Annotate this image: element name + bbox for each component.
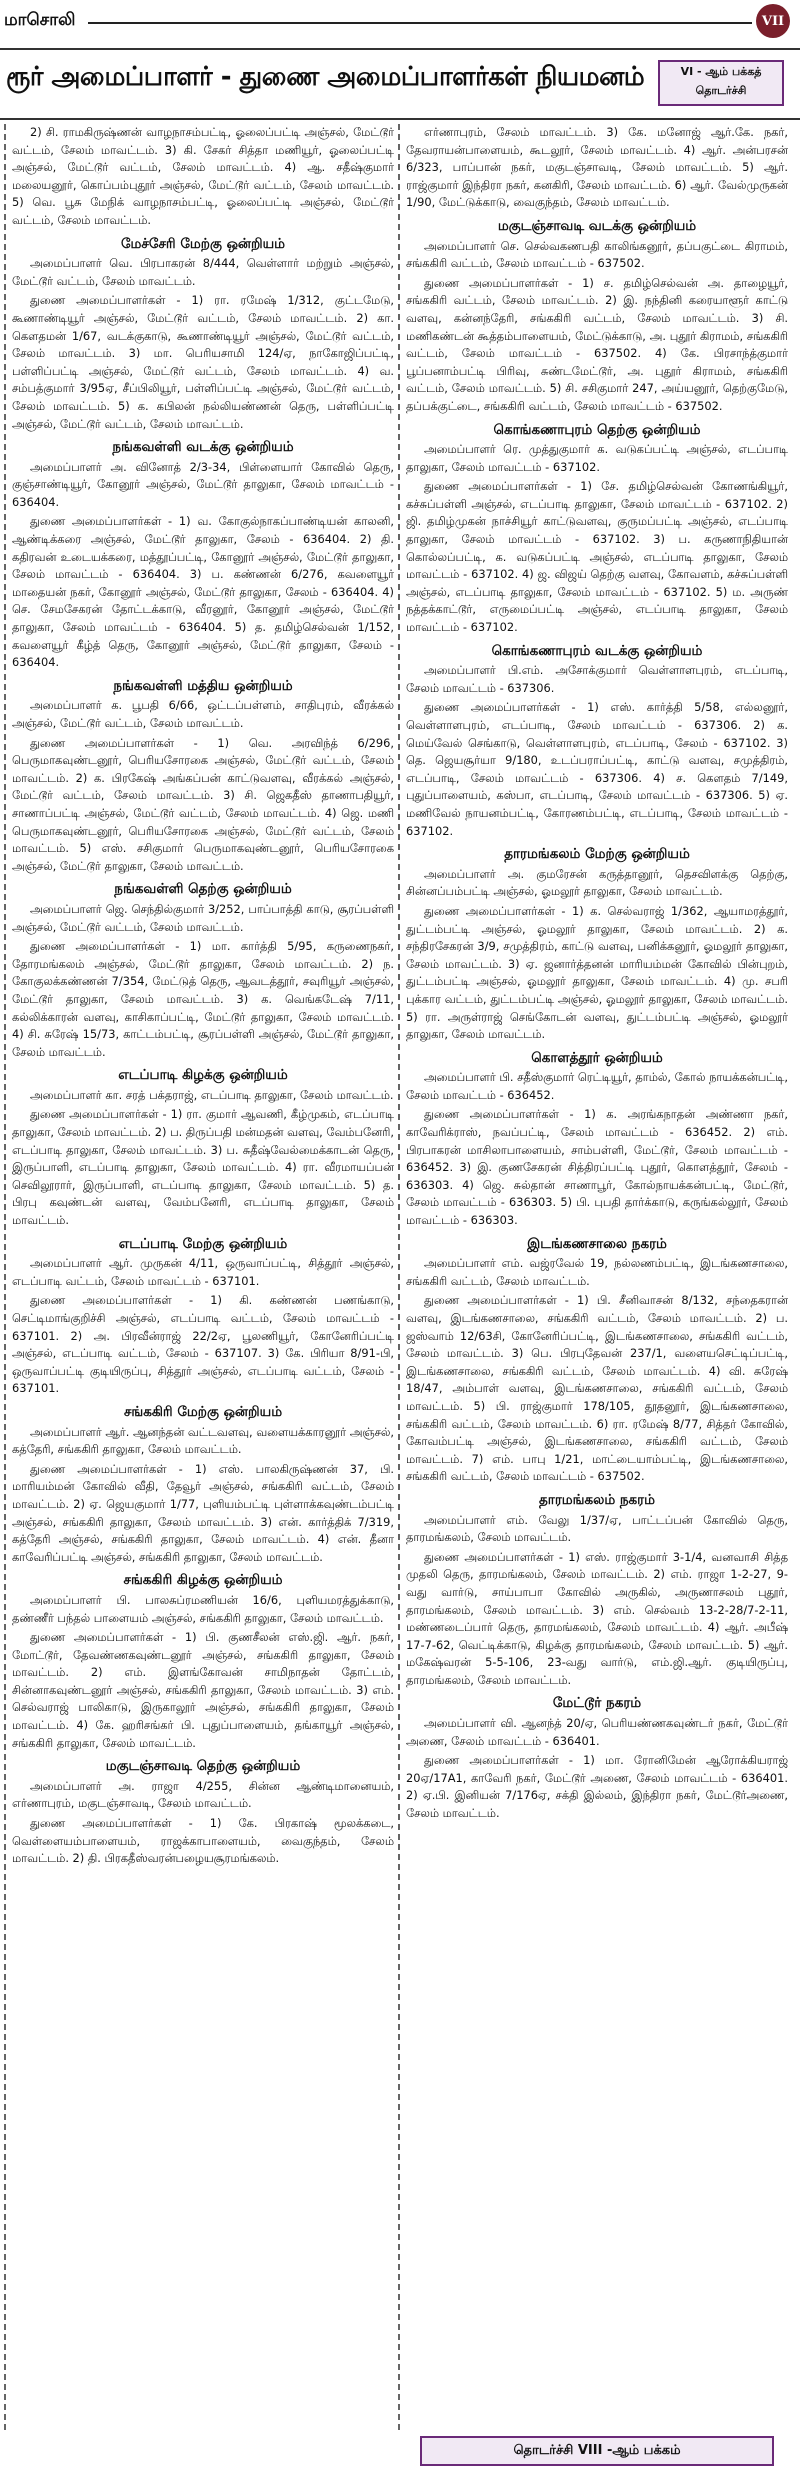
deputies-text: துணை அமைப்பாளர்கள் - 1) மா. ரோனிமேன் ஆரோக்கியராஜ் 20ஏ/17A1, காவேரி நகர், மேட்டூர் அணை, சேலம் மாவட்டம் - 636401. 2) ஏ.பி. இனியன் 7/176ஏ, சக்தி இல்லம், இந்திரா நகர், மேட்டூர்அணை, சேலம் மாவட்டம். (406, 1753, 788, 1821)
organizer-text: அமைப்பாளர் செ. செல்வகணபதி காலிங்கனூர், தப்பகுட்டை கிராமம், சங்ககிரி வட்டம், சேலம் மாவட்டம் - 637502. (406, 238, 788, 271)
continuation-from-line1: VI - ஆம் பக்கத் (680, 65, 762, 78)
union-section (12, 881, 394, 1061)
union-section (406, 1695, 788, 1822)
deputies-text: துணை அமைப்பாளர்கள் - 1) எஸ். பாலகிருஷ்ணன் 37, பி. மாரியம்மன் கோவில் வீதி, தேவூர் அஞ்சல், சங்ககிரி வட்டம், சேலம் மாவட்டம். 2) ஏ. ஜெயகுமார் 1/77, புளியம்பட்டி புள்ளாக்கவுண்டம்பட்டி அஞ்சல், சங்ககிரி தாலுகா, சேலம் மாவட்டம். 3) என். கார்த்திக் 7/319, கத்தேரி அஞ்சல், சங்ககிரி தாலுகா, சேலம் மாவட்டம். 4) என். தீனா காவேரிப்பட்டி அஞ்சல், சங்ககிரி தாலுகா, சேலம் மாவட்டம். (12, 1461, 394, 1564)
section-heading: எடப்பாடி மேற்கு ஒன்றியம் (118, 1235, 288, 1252)
organizer-text: அமைப்பாளர் அ. ராஜா 4/255, சின்ன ஆண்டிமானையம், எர்ணாபுரம், மகுடஞ்சாவடி, சேலம் மாவட்டம். (12, 1778, 394, 1811)
organizer-text: அமைப்பாளர் அ. வினோத் 2/3-34, பிள்ளையார் கோவில் தெரு, குஞ்சாண்டியூர், கோனூர் அஞ்சல், மேட்டூர் தாலுகா, சேலம் மாவட்டம் - 636404. (12, 459, 394, 509)
deputies-text: துணை அமைப்பாளர்கள் - 1) கி. கண்ணன் பணங்காடு, செட்டிமாங்குறிச்சி அஞ்சல், எடப்பாடி வட்டம், சேலம் மாவட்டம் - 637101. 2) அ. பிரவீன்ராஜ் 22/2ஏ, பூலணியூர், கோனேரிப்பட்டி அஞ்சல், எடப்பாடி வட்டம், சேலம் - 637107. 3) கே. பிரியா 8/91-பி, ஒருவாப்பட்டி குடியிருப்பு, சித்தூர் அஞ்சல், எடப்பாடி வட்டம், சேலம் - 637101. (12, 1293, 394, 1396)
organizer-text: அமைப்பாளர் பி. சதீஸ்குமார் ரெட்டியூர், தாம்ல், கோல் நாயக்கன்பட்டி, சேலம் மாவட்டம் - 636452. (406, 1070, 788, 1102)
deputies-text: துணை அமைப்பாளர்கள் - 1) ச. தமிழ்செல்வன் அ. தாழையூர், சங்ககிரி வட்டம், சேலம் மாவட்டம். 2) இ. நந்தினி கரையாளூர் காட்டு வளவு, கன்னந்தேரி, சங்ககிரி வட்டம், சேலம் மாவட்டம். 3) சி. மணிகண்டன் கூத்தம்பாளையம், மேட்டுக்காடு, அ. புதூர் கிராமம், சங்ககிரி வட்டம், சேலம் மாவட்டம் - 637502. 4) கே. பிரசாந்த்குமார் பூப்பனாம்பட்டி பிரிவு, சுண்டமேட்டூர், அ. புதூர் கிராமம், சங்ககிரி வட்டம், சேலம் மாவட்டம். 5) சி. சசிகுமார் 247, அய்யனூர், தெற்குமேடு, தப்பக்குட்டை, சங்ககிரி வட்டம், சேலம் மாவட்டம் - 637502. (406, 275, 788, 413)
union-section (12, 439, 394, 672)
section-heading: சங்ககிரி கிழக்கு ஒன்றியம் (123, 1572, 283, 1589)
deputies-text: துணை அமைப்பாளர்கள் - 1) வெ. அரவிந்த் 6/296, பெருமாகவுண்டனூர், பெரியசோரகை அஞ்சல், மேட்டூர் வட்டம், சேலம் மாவட்டம். 2) க. பிரகேஷ் அங்கப்பன் காட்டுவளவு, வீரக்கல் அஞ்சல், மேட்டூர் வட்டம், சேலம் மாவட்டம். 3) சி. ஜெகதீஸ் தாணாபதியூர், சாணாப்பட்டி அஞ்சல், மேட்டூர் வட்டம், சேலம் மாவட்டம். 4) ஜெ. மணி பெருமாகவுண்டனூர், பெரியசோரகை அஞ்சல், மேட்டூர் வட்டம், சேலம் மாவட்டம். 5) எஸ். சசிகுமார் பெருமாகவுண்டனூர், பெரியசோரகை அஞ்சல், மேட்டூர் தாலுகா, சேலம் மாவட்டம். (12, 735, 394, 873)
section-heading: நங்கவள்ளி தெற்கு ஒன்றியம் (114, 881, 292, 898)
article-body (4, 124, 796, 2430)
organizer-text: அமைப்பாளர் வெ. பிரபாகரன் 8/444, வெள்ளார் மற்றும் அஞ்சல், மேட்டூர் வட்டம், சேலம் மாவட்டம். (12, 256, 394, 288)
deputies-text: துணை அமைப்பாளர்கள் - 1) கே. பிரகாஷ் மூலக்கடை, வெள்ளையம்பாளையம், ராஜக்காபாளையம், வைகுந்தம், சேலம் மாவட்டம். 2) தி. பிரகதீஸ்வரன்பழையசூரமங்கலம். (12, 1816, 394, 1866)
organizer-text: அமைப்பாளர் க. பூபதி 6/66, ஒட்டப்பள்ளம், சாதிபுரம், வீரக்கல் அஞ்சல், மேட்டூர் வட்டம், சேலம் மாவட்டம். (12, 698, 394, 730)
section-heading: கொங்கணாபுரம் வடக்கு ஒன்றியம் (491, 642, 703, 659)
section-heading: கொங்கணாபுரம் தெற்கு ஒன்றியம் (493, 421, 701, 438)
left-intro (12, 124, 394, 230)
organizer-text: அமைப்பாளர் பி. பாலசுப்ரமணியன் 16/6, புளியமரத்துக்காடு, தண்ணீர் பந்தல் பாளையம் அஞ்சல், சங்ககிரி தாலுகா, சேலம் மாவட்டம். (12, 1592, 394, 1625)
right-column (406, 124, 788, 2430)
union-section (406, 1050, 788, 1230)
column-divider (398, 124, 400, 2430)
organizer-text: அமைப்பாளர் ஆர். ஆனந்தன் வட்டவளவு, வளையக்காரனூர் அஞ்சல், கத்தேரி, சங்ககிரி தாலுகா, சேலம் மாவட்டம். (12, 1424, 394, 1457)
union-section (12, 236, 394, 434)
section-heading: மகுடஞ்சாவடி வடக்கு ஒன்றியம் (497, 217, 697, 234)
masthead (0, 0, 800, 46)
organizer-text: அமைப்பாளர் பி.எம். அசோக்குமார் வெள்ளாளபுரம், எடப்பாடி, சேலம் மாவட்டம் - 637306. (406, 663, 788, 695)
union-section (406, 643, 788, 841)
continuation-to-box: தொடர்ச்சி VIII -ஆம் பக்கம் (420, 2436, 774, 2466)
organizer-text: அமைப்பாளர் ஜெ. செந்தில்குமார் 3/252, பாப்பாத்தி காடு, சூரப்பள்ளி அஞ்சல், மேட்டூர் வட்டம், சேலம் மாவட்டம். (12, 901, 394, 934)
union-section (406, 846, 788, 1044)
deputies-text: துணை அமைப்பாளர்கள் - 1) சே. தமிழ்செல்வன் கோணங்கியூர், கச்சுப்பள்ளி அஞ்சல், எடப்பாடி தாலுகா, சேலம் மாவட்டம் - 637102. 2) ஜி. தமிழ்முகன் நாச்சியூர் காட்டுவளவு, குருமப்பட்டி அஞ்சல், எடப்பாடி தாலுகா, சேலம் மாவட்டம் - 637102. 3) ப. கருணாநிதியான் கொல்லப்பட்டி, க. வடுகப்பட்டி அஞ்சல், எடப்பாடி தாலுகா, சேலம் மாவட்டம் - 637102. 4) ஜ. விஜய் தெற்கு வளவு, கோவளம், கச்சுப்பள்ளி அஞ்சல், எடப்பாடி தாலுகா, சேலம் மாவட்டம் - 637102. 5) ம. அருண் நத்தக்காட்டூர், எருமைப்பட்டி அஞ்சல், எடப்பாடி தாலுகா, சேலம் மாவட்டம் - 637102. (406, 479, 788, 635)
deputies-text: துணை அமைப்பாளர்கள் - 1) எஸ். கார்த்தி 5/58, எல்லனூர், வெள்ளாளபுரம், எடப்பாடி, சேலம் மாவட்டம் - 637306. 2) க. மெய்வேல் செங்காடு, வெள்ளாளபுரம், எடப்பாடி, சேலம் - 637102. 3) தெ. ஜெயசூர்யா 9/180, உடப்பராப்பட்டி, காட்டு வளவு, சமுத்திரம், எடப்பாடி, சேலம் மாவட்டம் - 637306. 4) ச. கௌதம் 7/149, புதுப்பாளையம், கஸ்பா, எடப்பாடி, சேலம் மாவட்டம் - 637306. 5) ஏ. மணிவேல் நாயனம்பட்டி, கோரணம்பட்டி, எடப்பாடி, சேலம் மாவட்டம் - 637102. (406, 700, 788, 838)
section-heading: தாரமங்கலம் மேற்கு ஒன்றியம் (504, 846, 690, 863)
left-column (12, 124, 394, 2430)
section-heading: தாரமங்கலம் நகரம் (538, 1491, 656, 1508)
section-heading: எடப்பாடி கிழக்கு ஒன்றியம் (118, 1067, 288, 1084)
right-intro (406, 124, 788, 212)
organizer-text: அமைப்பாளர் ஆர். முருகன் 4/11, ஒருவாப்பட்டி, சித்தூர் அஞ்சல், எடப்பாடி வட்டம், சேலம் மாவட்டம் - 637101. (12, 1256, 394, 1288)
section-heading: நங்கவள்ளி மத்திய ஒன்றியம் (113, 677, 293, 694)
union-section (12, 1758, 394, 1868)
organizer-text: அமைப்பாளர் கா. சரத் பக்தராஜ், எடப்பாடி தாலுகா, சேலம் மாவட்டம். (30, 1087, 394, 1102)
organizer-text: அமைப்பாளர் எம். வஜ்ரவேல் 19, நல்லணம்பட்டி, இடங்கணசாலை, சங்ககிரி வட்டம், சேலம் மாவட்டம். (406, 1256, 788, 1288)
deputies-text: துணை அமைப்பாளர்கள் - 1) பி. குணசீலன் எஸ்.ஜி. ஆர். நகர், மோட்டூர், தேவண்ணகவுண்டனூர் அஞ்சல், சங்ககிரி தாலுகா, சேலம் மாவட்டம். 2) எம். இளங்கோவன் சாமிநாதன் தோட்டம், சின்னாகவுண்டனூர் அஞ்சல், சங்ககிரி தாலுகா, சேலம் மாவட்டம். 3) எம். செல்வராஜ் பாலிகாடு, இருகாலூர் அஞ்சல், சங்ககிரி தாலுகா, சேலம் மாவட்டம். 4) கே. ஹரிசங்கர் பி. புதுப்பாளையம், தங்காயூர் அஞ்சல், சங்ககிரி தாலுகா, சேலம் மாவட்டம். (12, 1630, 394, 1750)
section-heading: நங்கவள்ளி வடக்கு ஒன்றியம் (112, 439, 294, 456)
section-heading: இடங்கணசாலை நகரம் (527, 1235, 667, 1252)
union-section (406, 1492, 788, 1690)
continuation-from-box (658, 60, 784, 106)
union-section (12, 1404, 394, 1566)
deputies-text: துணை அமைப்பாளர்கள் - 1) க. செல்வராஜ் 1/362, ஆயாமரத்தூர், துட்டம்பட்டி அஞ்சல், ஓமலூர் தாலுகா, சேலம் மாவட்டம். 2) க. சந்திரசேகரன் 3/9, சமுத்திரம், காட்டு வளவு, பனிக்கனூர், ஓமலூர் தாலுகா, சேலம் மாவட்டம். 3) ஏ. ஜனார்த்தனன் மாரியம்மன் கோவில் பின்புறம், துட்டம்பட்டி அஞ்சல், ஓமலூர் தாலுகா, சேலம் மாவட்டம். 4) மு. சபரி புக்கார வட்டம், துட்டம்பட்டி அஞ்சல், ஓமலூர் தாலுகா, சேலம் மாவட்டம். 5) ரா. அருள்ராஜ் செங்கோடன் வளவு, துட்டம்பட்டி அஞ்சல், ஓமலூர் தாலுகா, சேலம் மாவட்டம். (406, 903, 788, 1042)
union-section (12, 1236, 394, 1398)
brand-name: மாசொலி (4, 10, 76, 30)
organizer-text: அமைப்பாளர் வி. ஆனந்த் 20/ஏ, பெரியண்ணகவுண்டர் நகர், மேட்டூர் அணை, சேலம் மாவட்டம் - 636401. (406, 1716, 788, 1748)
continuation-from-line2: தொடர்ச்சி (695, 84, 747, 97)
organizer-text: அமைப்பாளர் ரெ. முத்துகுமார் க. வடுகப்பட்டி அஞ்சல், எடப்பாடி தாலுகா, சேலம் மாவட்டம் - 637102. (406, 442, 788, 474)
union-section (12, 1572, 394, 1752)
deputies-text: துணை அமைப்பாளர்கள் - 1) எஸ். ராஜ்குமார் 3-1/4, வனவாசி சித்த முதலி தெரு, தாரமங்கலம், சேலம் மாவட்டம். 2) எம். ராஜா 1-2-27, 9-வது வார்டு, சாய்பாபா கோவில் அருகில், அருணாசலம் புதூர், தாரமங்கலம், சேலம் மாவட்டம். 3) எம். செல்வம் 13-2-28/7-2-11, மண்ணடைப்பார் தெரு, தாரமங்கலம், சேலம் மாவட்டம். 4) ஆர். அபீஷ் 17-7-62, வெட்டிக்காடு, கிழக்கு தாரமங்கலம், சேலம் மாவட்டம். 5) ஆர். மகேஷ்வரன் 5-5-106, 23-வது வார்டு, எம்.ஜி.ஆர். குடியிருப்பு, தாரமங்கலம், சேலம் மாவட்டம். (406, 1549, 788, 1687)
section-heading: மகுடஞ்சாவடி தெற்கு ஒன்றியம் (105, 1758, 301, 1775)
union-section (406, 1236, 788, 1486)
union-section (406, 422, 788, 637)
right-intro-text: எர்ணாபுரம், சேலம் மாவட்டம். 3) கே. மனோஜ் ஆர்.கே. நகர், தேவராயன்பாளையம், கூடலூர், சேலம் மாவட்டம். 4) ஆர். அன்பரசன் 6/323, பாப்பான் நகர், மகுடஞ்சாவடி, சேலம் மாவட்டம். 5) ஆர். ராஜ்குமார் இந்திரா நகர், கனகிரி, சேலம் மாவட்டம். 6) ஆர். வேல்முருகன் 1/90, மேட்டுக்காடு, வைகுந்தம், சேலம் மாவட்டம். (406, 125, 788, 210)
deputies-text: துணை அமைப்பாளர்கள் - 1) வ. கோகுல்நாகப்பாண்டியன் காலனி, ஆண்டிக்கரை அஞ்சல், மேட்டூர் தாலுகா, சேலம் - 636404. 2) தி. கதிரவன் உடையக்கரை, மத்தூப்பட்டி, கோனூர் அஞ்சல், மேட்டூர் தாலுகா, சேலம் மாவட்டம் - 636404. 3) ப. கண்ணன் 6/276, கவளையூர் மாதையன் நகர், கோனூர் அஞ்சல், மேட்டூர் தாலுகா, சேலம் - 636404. 4) செ. சேமசேகரன் தோட்டக்காடு, வீரனூர், கோனூர் அஞ்சல், மேட்டூர் தாலுகா, சேலம் மாவட்டம் - 636404. 5) த. தமிழ்செல்வன் 1/152, கவளையூர் கீழ்த் தெரு, கோனூர் அஞ்சல், மேட்டூர் தாலுகா, சேலம் - 636404. (12, 514, 394, 670)
section-heading: கொளத்தூர் ஒன்றியம் (531, 1049, 663, 1066)
deputies-text: துணை அமைப்பாளர்கள் - 1) மா. கார்த்தி 5/95, கருணைநகர், தோரமங்கலம் அஞ்சல், மேட்டூர் தாலுகா, சேலம் மாவட்டம். 2) ந. கோகுலக்கண்ணன் 7/354, மேட்டுத் தெரு, ஆவடத்தூர், சவுரியூர் அஞ்சல், மேட்டூர் தாலுகா, சேலம் மாவட்டம். 3) க. வெங்கடேஷ் 7/11, கல்லிக்காரன் வளவு, காசிகாப்பட்டி, மேட்டூர் தாலுகா, சேலம் மாவட்டம். 4) சி. சுரேஷ் 15/73, காட்டம்பட்டி, சூரப்பள்ளி அஞ்சல், மேட்டூர் தாலுகா, சேலம் மாவட்டம். (12, 939, 394, 1059)
section-heading: சங்ககிரி மேற்கு ஒன்றியம் (123, 1403, 283, 1420)
article-title: ரூர் அமைப்பாளர் - துணை அமைப்பாளர்கள் நியமனம் (6, 62, 645, 92)
left-intro-text: 2) சி. ராமகிருஷ்ணன் வாழநாசம்பட்டி, ஓலைப்பட்டி அஞ்சல், மேட்டூர் வட்டம், சேலம் மாவட்டம். 3) கி. சேகர் சித்தா மணியூர், ஓலைப்பட்டி அஞ்சல், மேட்டூர் வட்டம், சேலம் மாவட்டம். 4) ஆ. சதீஷ்குமார் மலையனூர், கொப்பம்புதூர் அஞ்சல், மேட்டூர் வட்டம், சேலம் மாவட்டம். 5) வெ. பூசு மேநிக் வாழநாசம்பட்டி, ஓலைப்பட்டி அஞ்சல், மேட்டூர் வட்டம், சேலம் மாவட்டம். (12, 125, 394, 227)
deputies-text: துணை அமைப்பாளர்கள் - 1) க. அரங்கநாதன் அண்ணா நகர், காவேரிக்ராஸ், நவப்பட்டி, சேலம் மாவட்டம் - 636452. 2) எம். பிரபாகரன் மாசிலாபாளையம், சாம்பள்ளி, மேட்டூர், சேலம் மாவட்டம் - 636452. 3) இ. குணசேகரன் சித்திரப்பட்டி புதூர், கொளத்தூர், சேலம் - 636303. 4) ஜெ. சுல்தான் சாணாபூர், கோல்நாயக்கன்பட்டி, மேட்டூர், சேலம் மாவட்டம் - 636303. 5) பி. புபதி தார்க்காடு, கருங்கல்லூர், சேலம் மாவட்டம் - 636303. (406, 1107, 788, 1228)
section-heading: மேச்சேரி மேற்கு ஒன்றியம் (120, 235, 286, 252)
deputies-text: துணை அமைப்பாளர்கள் - 1) ரா. ரமேஷ் 1/312, குட்டமேடு, கூணாண்டியூர் அஞ்சல், மேட்டூர் வட்டம், சேலம் மாவட்டம். 2) கா. கௌதமன் 1/67, வடக்குகாடு, கூணாண்டியூர் அஞ்சல், மேட்டூர் வட்டம், சேலம் மாவட்டம். 3) மா. பெரியசாமி 124/ஏ, நாகோஜிப்பட்டி, பள்ளிப்பட்டி அஞ்சல், மேட்டூர் வட்டம், சேலம் மாவட்டம். 4) வ. சம்பத்குமார் 3/95ஏ, சீப்பிலியூர், பள்ளிப்பட்டி அஞ்சல், மேட்டூர் வட்டம், சேலம் மாவட்டம். 5) க. கபிலன் நல்லியண்ணன் தெரு, பள்ளிப்பட்டி அஞ்சல், மேட்டூர் வட்டம், சேலம் மாவட்டம். (12, 293, 394, 431)
masthead-rule (88, 22, 752, 24)
organizer-text: அமைப்பாளர் அ. குமரேசன் கருத்தானூர், தெசவிளக்கு தெற்கு, சின்னப்பம்பட்டி அஞ்சல், ஓமலூர் தாலுகா, சேலம் மாவட்டம். (406, 866, 788, 899)
union-section (12, 678, 394, 876)
union-section (406, 218, 788, 416)
page-number-badge: VII (756, 4, 790, 38)
left-edge-rule (4, 124, 6, 2430)
article-header (0, 48, 800, 120)
organizer-text: அமைப்பாளர் எம். வேலு 1/37/ஏ, பாட்டப்பன் கோவில் தெரு, தாரமங்கலம், சேலம் மாவட்டம். (406, 1512, 788, 1545)
deputies-text: துணை அமைப்பாளர்கள் - 1) பி. சீனிவாசன் 8/132, சந்தைகரான் வளவு, இடங்கணசாலை, சங்ககிரி வட்டம், சேலம் மாவட்டம். 2) ப. ஜஸ்வாம் 12/63சி, கோனேரிப்பட்டி, இடங்கணசாலை, சங்ககிரி வட்டம், சேலம் மாவட்டம். 3) பெ. பிரபுதேவன் 237/1, வளையசெட்டிப்பட்டி, இடங்கணசாலை, சங்ககிரி வட்டம், சேலம் மாவட்டம். 4) வி. சுரேஷ் 18/47, அம்பாள் வளவு, இடங்கணசாலை, சங்ககிரி வட்டம், சேலம் மாவட்டம். 5) பி. ராஜ்குமார் 178/105, தூதனூர், இடங்கணசாலை, சங்ககிரி வட்டம், சேலம் மாவட்டம். 6) ரா. ரமேஷ் 8/77, சித்தர் கோவில், கோவம்பட்டி அஞ்சல், இடங்கணசாலை, சங்ககிரி வட்டம், சேலம் மாவட்டம். 7) எம். பாபு 1/21, மாட்டையாம்பட்டி, இடங்கணசாலை, சங்ககிரி வட்டம், சேலம் மாவட்டம் - 637502. (406, 1293, 788, 1484)
union-section (12, 1067, 394, 1229)
section-heading: மேட்டூர் நகரம் (552, 1695, 642, 1712)
deputies-text: துணை அமைப்பாளர்கள் - 1) ரா. குமார் ஆவணி, கீழ்முகம், எடப்பாடி தாலுகா, சேலம் மாவட்டம். 2) ப. திருப்பதி மன்மதன் வளவு, வேம்பனேரி, எடப்பாடி தாலுகா, சேலம் மாவட்டம். 3) ப. சுதீஷ்வேல்மைக்காடன் தெரு, இருப்பாளி, எடப்பாடி தாலுகா, சேலம் மாவட்டம். 4) ரா. வீரமாயப்பன் செவிலூரார், இருப்பாளி, எடப்பாடி தாலுகா, சேலம் மாவட்டம். 5) த. பிரபு கவுண்டன் வளவு, வேம்பனேரி, எடப்பாடி தாலுகா, சேலம் மாவட்டம். (12, 1107, 394, 1228)
